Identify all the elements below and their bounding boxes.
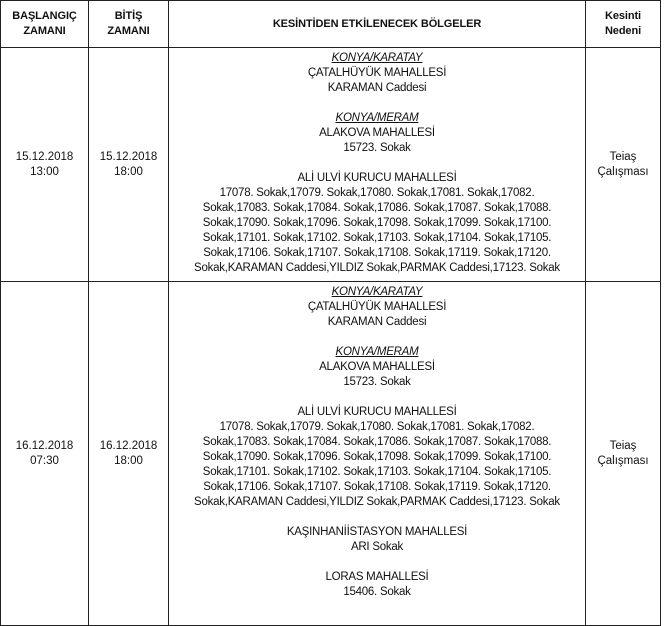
end-time-cell [89, 282, 169, 626]
street-list: Sokak,17106. Sokak,17107. Sokak,17108. Sokak,17119. Sokak,17120. [203, 247, 551, 259]
header-row [1, 1, 661, 48]
header-end-line1: BİTİŞ [114, 10, 143, 22]
table-body [1, 48, 661, 626]
header-start-line2: ZAMANI [23, 25, 66, 37]
header-reason [586, 1, 661, 48]
header-regions-label: KESİNTİDEN ETKİLENECEK BÖLGELER [272, 17, 482, 30]
neighborhood-name: LORAS MAHALLESİ [325, 571, 429, 583]
street-list: Sokak,17106. Sokak,17107. Sokak,17108. Sokak,17119. Sokak,17120. [203, 481, 551, 493]
end-date: 15.12.2018 [99, 150, 158, 163]
district-name: KONYA/MERAM [335, 346, 419, 358]
spacer [171, 96, 583, 111]
street-list: Sokak,17090. Sokak,17096. Sokak,17098. Sokak,17099. Sokak,17100. [202, 217, 552, 229]
regions-cell [169, 48, 586, 282]
start-date: 16.12.2018 [15, 439, 74, 452]
street-list: 17078. Sokak,17079. Sokak,17080. Sokak,17081. Sokak,17082. [219, 187, 535, 199]
reason-cell [586, 282, 661, 626]
spacer [171, 510, 583, 525]
street-list: Sokak,17083. Sokak,17084. Sokak,17086. Sokak,17087. Sokak,17088. [202, 436, 552, 448]
street-list: KARAMAN Caddesi [327, 82, 427, 94]
reason-line1: Teiaş [609, 439, 637, 452]
header-regions [169, 1, 586, 48]
street-list: 15406. Sokak [343, 586, 411, 598]
reason-line2: Çalışması [597, 454, 649, 467]
end-time-cell [89, 48, 169, 282]
header-start-time [1, 1, 89, 48]
reason-line2: Çalışması [597, 165, 649, 178]
neighborhood-name: ÇATALHÜYÜK MAHALLESİ [307, 301, 447, 313]
street-list: Sokak,KARAMAN Caddesi,YILDIZ Sokak,PARMAK Caddesi,17123. Sokak [194, 262, 560, 274]
spacer [171, 390, 583, 405]
street-list: Sokak,17101. Sokak,17102. Sokak,17103. Sokak,17104. Sokak,17105. [202, 466, 552, 478]
regions-cell [169, 282, 586, 626]
spacer [171, 555, 583, 570]
neighborhood-name: ALAKOVA MAHALLESİ [319, 361, 435, 373]
header-start-line1: BAŞLANGIÇ [12, 10, 77, 22]
header-end-line2: ZAMANI [107, 25, 150, 37]
district-name: KONYA/KARATAY [331, 52, 423, 64]
end-time: 18:00 [114, 165, 143, 178]
district-name: KONYA/MERAM [335, 112, 419, 124]
start-date: 15.12.2018 [15, 150, 74, 163]
street-list: Sokak,17090. Sokak,17096. Sokak,17098. Sokak,17099. Sokak,17100. [202, 451, 552, 463]
end-date: 16.12.2018 [99, 439, 158, 452]
start-time: 07:30 [30, 454, 59, 467]
street-list: 15723. Sokak [343, 376, 411, 388]
street-list: Sokak,17083. Sokak,17084. Sokak,17086. Sokak,17087. Sokak,17088. [202, 202, 552, 214]
street-list: 17078. Sokak,17079. Sokak,17080. Sokak,17081. Sokak,17082. [219, 421, 535, 433]
street-list: 15723. Sokak [343, 142, 411, 154]
neighborhood-name: ÇATALHÜYÜK MAHALLESİ [307, 67, 447, 79]
neighborhood-name: ALİ ULVİ KURUCU MAHALLESİ [297, 172, 457, 184]
spacer [171, 156, 583, 171]
start-time-cell [1, 282, 89, 626]
table-row [1, 48, 661, 282]
header-reason-line1: Kesinti [605, 10, 641, 22]
reason-line1: Teiaş [609, 150, 637, 163]
neighborhood-name: KAŞINHANİİSTASYON MAHALLESİ [286, 526, 468, 538]
reason-cell [586, 48, 661, 282]
start-time: 13:00 [30, 165, 59, 178]
street-list: KARAMAN Caddesi [327, 316, 427, 328]
street-list: ARI Sokak [350, 541, 404, 553]
street-list: Sokak,KARAMAN Caddesi,YILDIZ Sokak,PARMAK Caddesi,17123. Sokak [194, 496, 560, 508]
spacer [171, 330, 583, 345]
street-list: Sokak,17101. Sokak,17102. Sokak,17103. Sokak,17104. Sokak,17105. [202, 232, 552, 244]
start-time-cell [1, 48, 89, 282]
table-row [1, 282, 661, 626]
end-time: 18:00 [114, 454, 143, 467]
header-reason-line2: Nedeni [604, 25, 642, 37]
district-name: KONYA/KARATAY [331, 286, 423, 298]
neighborhood-name: ALİ ULVİ KURUCU MAHALLESİ [297, 406, 457, 418]
header-end-time [89, 1, 169, 48]
neighborhood-name: ALAKOVA MAHALLESİ [319, 127, 435, 139]
